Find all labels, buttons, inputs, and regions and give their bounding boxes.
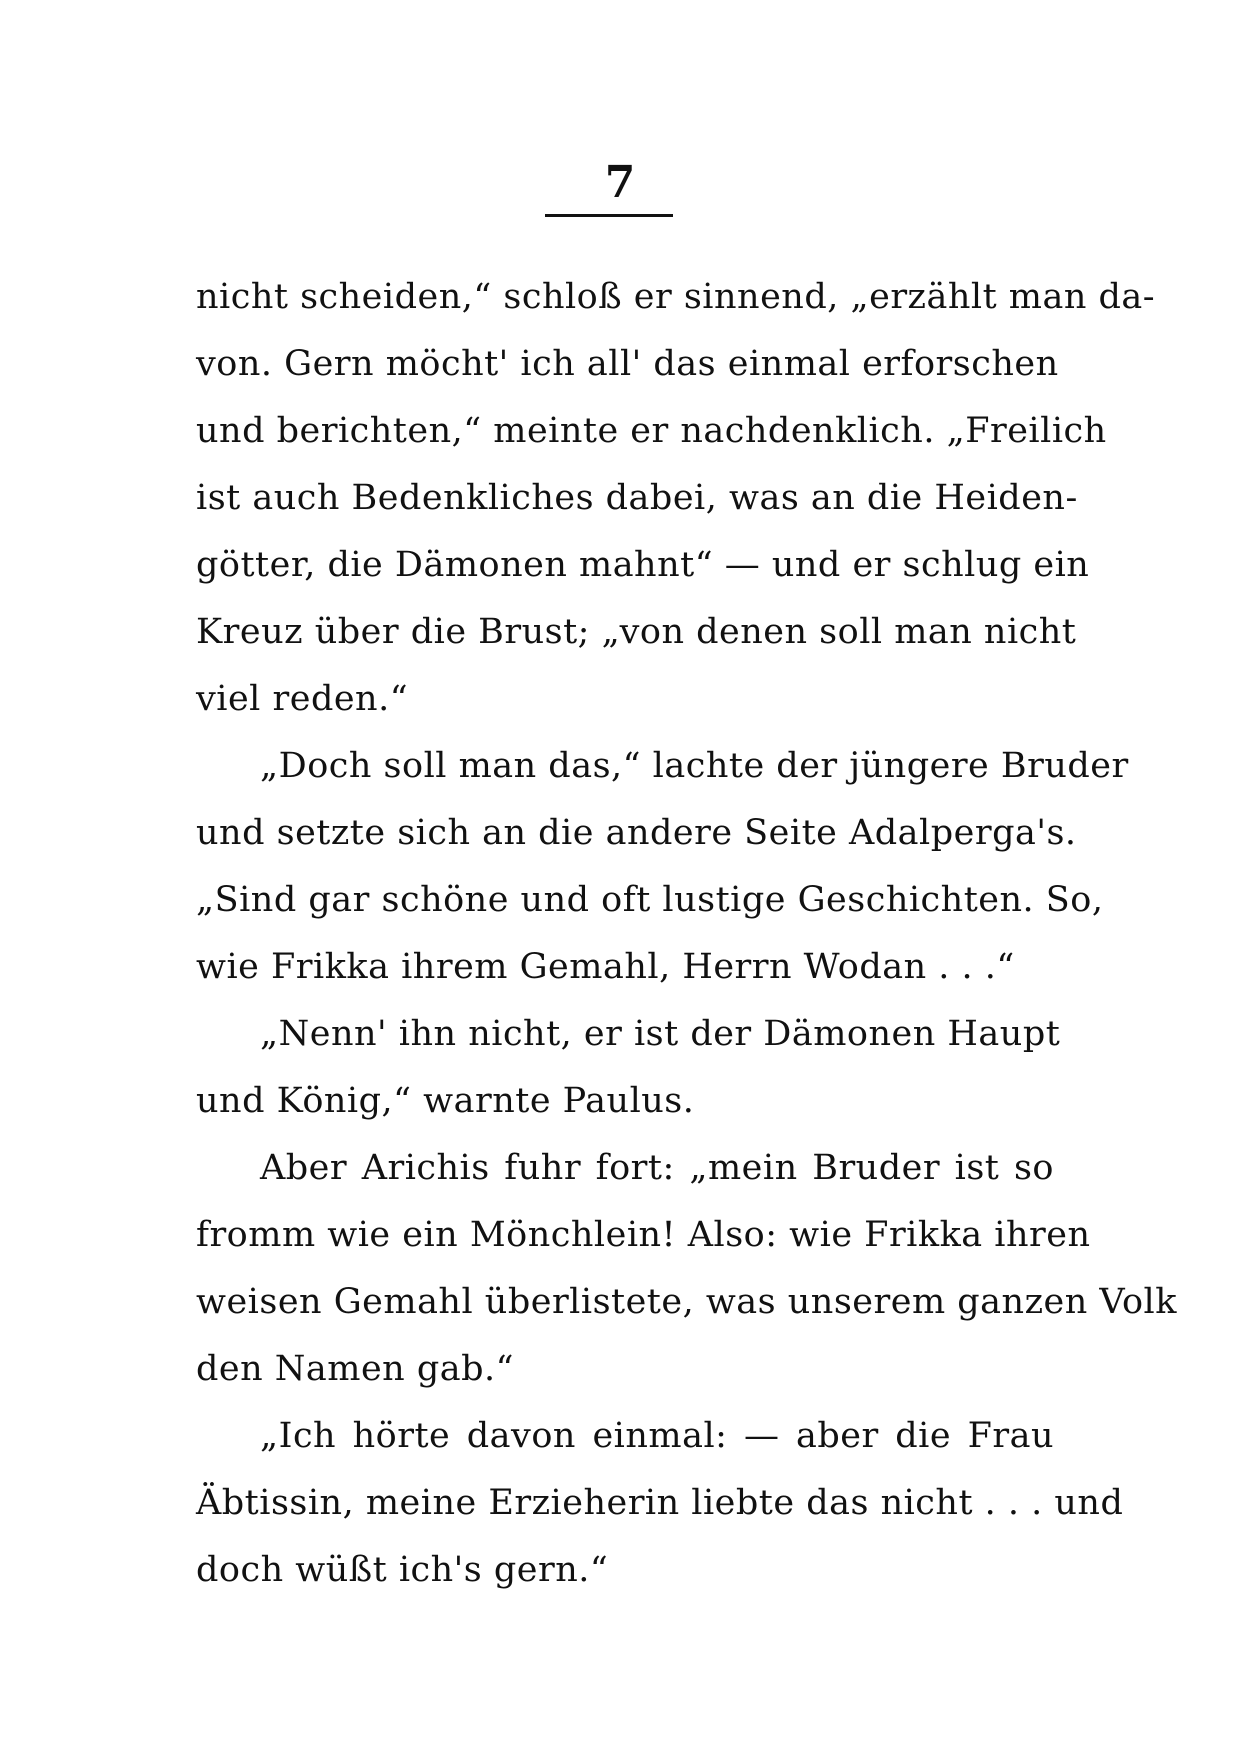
text-line: wie Frikka ihrem Gemahl, Herrn Wodan . . .“ <box>196 947 1015 987</box>
text-line: götter, die Dämonen mahnt“ — und er schlug ein <box>196 545 1090 585</box>
text-line: und setzte sich an die andere Seite Adalperga's. <box>196 813 1077 853</box>
text-line: von. Gern möcht' ich all' das einmal erforschen <box>196 344 1059 384</box>
text-line: den Namen gab.“ <box>196 1349 515 1389</box>
text-line: nicht scheiden,“ schloß er sinnend, „erzählt man da- <box>196 277 1156 317</box>
text-line: „Ich hörte davon einmal: — aber die Frau <box>260 1416 1054 1456</box>
header-rule <box>545 214 673 217</box>
text-line: „Doch soll man das,“ lachte der jüngere Bruder <box>260 746 1129 786</box>
text-line: ist auch Bedenkliches dabei, was an die Heiden- <box>196 478 1078 518</box>
text-line: und berichten,“ meinte er nachdenklich. „Freilich <box>196 411 1107 451</box>
text-line: Aber Arichis fuhr fort: „mein Bruder ist so <box>260 1148 1054 1188</box>
text-line: doch wüßt ich's gern.“ <box>196 1550 609 1590</box>
text-line: Kreuz über die Brust; „von denen soll man nicht <box>196 612 1077 652</box>
page-number: 7 <box>604 157 636 208</box>
text-line: Äbtissin, meine Erzieherin liebte das nicht . . . und <box>196 1483 1124 1523</box>
body-text <box>196 264 1177 1604</box>
text-line: weisen Gemahl überlistete, was unserem ganzen Volk <box>196 1282 1177 1322</box>
text-line: „Sind gar schöne und oft lustige Geschichten. So, <box>196 880 1104 920</box>
text-line: viel reden.“ <box>196 679 409 719</box>
text-line: fromm wie ein Mönchlein! Also: wie Frikka ihren <box>196 1215 1091 1255</box>
text-line: und König,“ warnte Paulus. <box>196 1081 695 1121</box>
text-line: „Nenn' ihn nicht, er ist der Dämonen Haupt <box>260 1014 1061 1054</box>
